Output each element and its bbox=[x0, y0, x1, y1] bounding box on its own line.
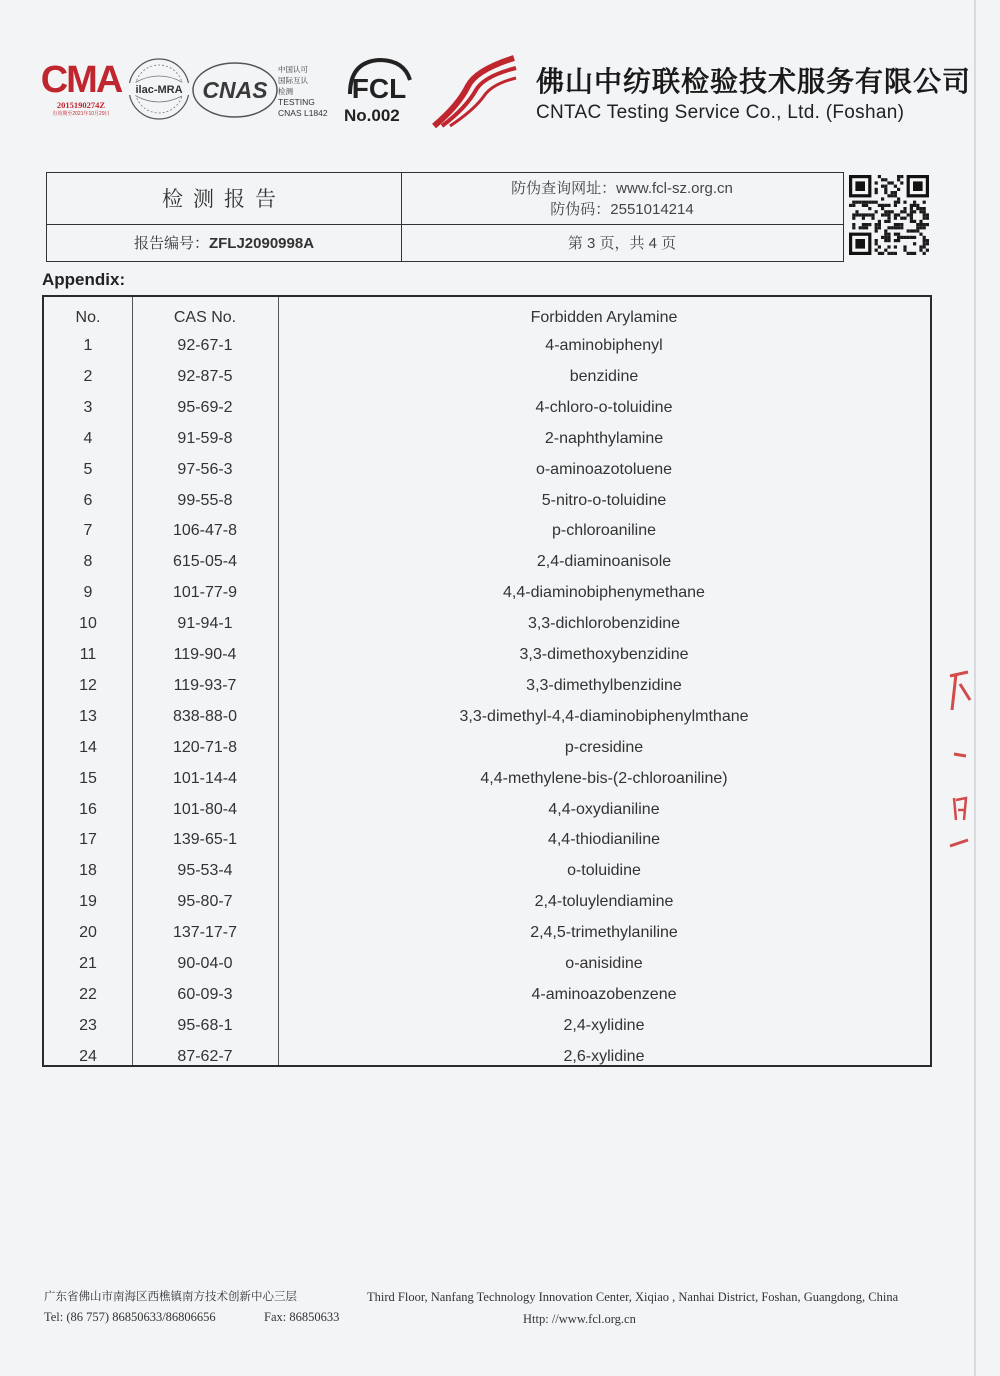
table-row bbox=[44, 455, 930, 486]
row-no: 7 bbox=[83, 522, 93, 540]
header-name: Forbidden Arylamine bbox=[530, 309, 678, 326]
verify-code: 2551014214 bbox=[610, 201, 694, 218]
cnas-side-zh-1: 中国认可 bbox=[278, 65, 308, 74]
cnas-side-text bbox=[278, 64, 328, 119]
row-no: 19 bbox=[79, 893, 97, 911]
row-name: 4,4-thiodianiline bbox=[547, 831, 661, 849]
row-cas: 101-77-9 bbox=[172, 584, 238, 602]
row-no: 23 bbox=[79, 1016, 97, 1034]
table-header-row bbox=[44, 303, 930, 334]
row-name: 2,6-xylidine bbox=[563, 1047, 645, 1065]
row-name: p-chloroaniline bbox=[551, 522, 657, 540]
verify-url-label: 防伪查询网址： bbox=[511, 180, 617, 197]
row-name: 2,4-xylidine bbox=[563, 1016, 645, 1034]
row-no: 16 bbox=[79, 800, 97, 818]
company-name-zh: 佛山中纺联检验技术服务有限公司 bbox=[536, 65, 972, 98]
company-name-en: CNTAC Testing Service Co., Ltd. (Foshan) bbox=[536, 102, 905, 123]
row-name: o-toluidine bbox=[567, 862, 641, 880]
row-name: 4,4-methylene-bis-(2-chloroaniline) bbox=[480, 769, 728, 787]
row-cas: 101-80-4 bbox=[172, 800, 238, 818]
table-row bbox=[44, 547, 930, 578]
side-stamp-mark bbox=[946, 670, 976, 850]
header-cas: CAS No. bbox=[173, 309, 237, 326]
table-row bbox=[44, 640, 930, 671]
row-name: 4-chloro-o-toluidine bbox=[535, 398, 673, 416]
footer-tel: Tel: (86 757) 86850633/86806656 bbox=[44, 1310, 216, 1324]
row-cas: 95-53-4 bbox=[177, 862, 233, 880]
row-name: 4-aminoazobenzene bbox=[531, 985, 677, 1003]
cnas-side-zh-3: 检测 bbox=[278, 87, 293, 96]
table-row bbox=[44, 856, 930, 887]
row-cas: 87-62-7 bbox=[177, 1047, 233, 1065]
table-row bbox=[44, 424, 930, 455]
row-cas: 95-80-7 bbox=[177, 893, 233, 911]
row-name: 2,4,5-trimethylaniline bbox=[530, 924, 678, 942]
row-cas: 91-94-1 bbox=[177, 615, 233, 633]
row-name: 4-aminobiphenyl bbox=[545, 337, 663, 354]
row-cas: 95-68-1 bbox=[177, 1016, 233, 1034]
row-no: 15 bbox=[79, 769, 97, 787]
row-name: 3,3-dimethyl-4,4-diaminobiphenylmthane bbox=[459, 707, 749, 725]
row-name: 4,4-diaminobiphenymethane bbox=[503, 584, 705, 602]
row-name: o-aminoazotoluene bbox=[535, 460, 673, 478]
verify-url: www.fcl-sz.org.cn bbox=[616, 180, 733, 197]
cnas-side-zh-2: 国际互认 bbox=[278, 76, 308, 85]
row-name: 3,3-dichlorobenzidine bbox=[527, 615, 681, 633]
row-cas: 92-87-5 bbox=[177, 367, 233, 385]
cnas-side-en-1: TESTING bbox=[278, 97, 315, 107]
fcl-number: No.002 bbox=[344, 106, 400, 125]
qr-code-icon bbox=[849, 175, 929, 255]
row-cas: 139-65-1 bbox=[172, 831, 238, 849]
verify-code-label: 防伪码： bbox=[550, 201, 611, 218]
row-cas: 90-04-0 bbox=[177, 955, 233, 972]
row-cas: 92-67-1 bbox=[177, 337, 233, 354]
ilac-mra-logo bbox=[126, 56, 192, 122]
header-no: No. bbox=[75, 309, 101, 326]
table-row bbox=[44, 918, 930, 949]
row-no: 20 bbox=[79, 924, 97, 942]
report-number-label: 报告编号： bbox=[133, 235, 209, 252]
arylamine-table bbox=[42, 295, 932, 1067]
report-number bbox=[47, 232, 401, 253]
row-no: 17 bbox=[79, 831, 97, 849]
cma-number: 2015190274Z bbox=[56, 100, 106, 110]
row-name: 4,4-oxydianiline bbox=[548, 800, 660, 818]
footer-fax: Fax: 86850633 bbox=[264, 1310, 340, 1324]
row-no: 10 bbox=[79, 615, 97, 633]
row-cas: 91-59-8 bbox=[177, 429, 233, 447]
row-name: 2-naphthylamine bbox=[544, 429, 664, 447]
row-no: 18 bbox=[79, 862, 97, 880]
row-no: 21 bbox=[79, 955, 97, 972]
cma-validity: 有效期至2021年10月29日 bbox=[52, 111, 110, 117]
row-cas: 615-05-4 bbox=[172, 553, 238, 571]
row-cas: 99-55-8 bbox=[177, 491, 233, 509]
ilac-label: ilac-MRA bbox=[135, 84, 183, 96]
table-row bbox=[44, 949, 930, 980]
row-cas: 97-56-3 bbox=[177, 460, 233, 478]
row-no: 11 bbox=[79, 646, 97, 663]
row-cas: 106-47-8 bbox=[172, 522, 238, 540]
footer-address-zh: 广东省佛山市南海区西樵镇南方技术创新中心三层 bbox=[44, 1289, 297, 1303]
report-title: 检测报告 bbox=[162, 187, 286, 211]
row-cas: 137-17-7 bbox=[172, 924, 238, 942]
row-cas: 119-90-4 bbox=[173, 646, 237, 663]
row-cas: 120-71-8 bbox=[172, 738, 238, 756]
row-no: 9 bbox=[83, 584, 93, 602]
row-no: 12 bbox=[79, 676, 97, 694]
table-row bbox=[44, 393, 930, 424]
table-row bbox=[44, 609, 930, 640]
footer-address-en: Third Floor, Nanfang Technology Innovation Center, Xiqiao , Nanhai District, Foshan, Guangdong, China bbox=[367, 1290, 899, 1304]
row-no: 1 bbox=[83, 337, 93, 354]
row-no: 5 bbox=[83, 460, 93, 478]
fcl-mark: FCL bbox=[351, 73, 407, 104]
row-no: 3 bbox=[83, 398, 93, 416]
table-row bbox=[44, 362, 930, 393]
row-no: 24 bbox=[79, 1047, 97, 1065]
row-name: 5-nitro-o-toluidine bbox=[541, 491, 667, 509]
row-no: 13 bbox=[79, 707, 97, 725]
table-row bbox=[44, 764, 930, 795]
table-row bbox=[44, 702, 930, 733]
row-name: 3,3-dimethylbenzidine bbox=[526, 676, 682, 694]
row-name: p-cresidine bbox=[564, 738, 644, 756]
table-row bbox=[44, 795, 930, 826]
row-no: 14 bbox=[79, 738, 97, 756]
footer-http: Http: //www.fcl.org.cn bbox=[523, 1312, 636, 1326]
company-swoosh-logo bbox=[428, 52, 518, 130]
row-name: benzidine bbox=[569, 367, 639, 385]
report-header-box bbox=[46, 172, 844, 262]
row-no: 8 bbox=[83, 553, 93, 571]
header-divider-horizontal bbox=[47, 224, 843, 225]
report-number-value: ZFLJ2090998A bbox=[208, 235, 315, 252]
anti-counterfeit-info bbox=[401, 178, 843, 220]
row-name: 2,4-diaminoanisole bbox=[536, 553, 672, 571]
row-name: 2,4-toluylendiamine bbox=[534, 893, 674, 911]
table-row bbox=[44, 980, 930, 1011]
cnas-mark: CNAS bbox=[202, 77, 268, 103]
row-cas: 95-69-2 bbox=[177, 398, 233, 416]
table-row bbox=[44, 516, 930, 547]
header-logos bbox=[40, 52, 972, 132]
row-cas: 60-09-3 bbox=[177, 985, 233, 1003]
row-cas: 119-93-7 bbox=[173, 676, 237, 694]
cma-mark: CMA bbox=[40, 59, 122, 101]
cma-logo bbox=[40, 60, 122, 117]
row-no: 2 bbox=[83, 367, 93, 385]
cnas-logo bbox=[190, 60, 280, 120]
table-row bbox=[44, 1011, 930, 1042]
cnas-side-en-2: CNAS L1842 bbox=[278, 108, 328, 118]
page-info: 第 3 页，共 4 页 bbox=[567, 235, 677, 252]
table-row bbox=[44, 578, 930, 609]
row-name: o-anisidine bbox=[565, 955, 643, 972]
row-no: 22 bbox=[79, 985, 97, 1003]
row-cas: 838-88-0 bbox=[172, 707, 238, 725]
row-cas: 101-14-4 bbox=[172, 769, 238, 787]
table-row bbox=[44, 733, 930, 764]
row-no: 6 bbox=[83, 491, 93, 509]
table-row bbox=[44, 486, 930, 517]
table-row bbox=[44, 671, 930, 702]
table-row bbox=[44, 825, 930, 856]
row-name: 3,3-dimethoxybenzidine bbox=[519, 646, 689, 663]
table-row bbox=[44, 331, 930, 362]
appendix-label: Appendix: bbox=[42, 270, 126, 289]
table-row bbox=[44, 1042, 930, 1073]
table-row bbox=[44, 887, 930, 918]
row-no: 4 bbox=[83, 429, 93, 447]
